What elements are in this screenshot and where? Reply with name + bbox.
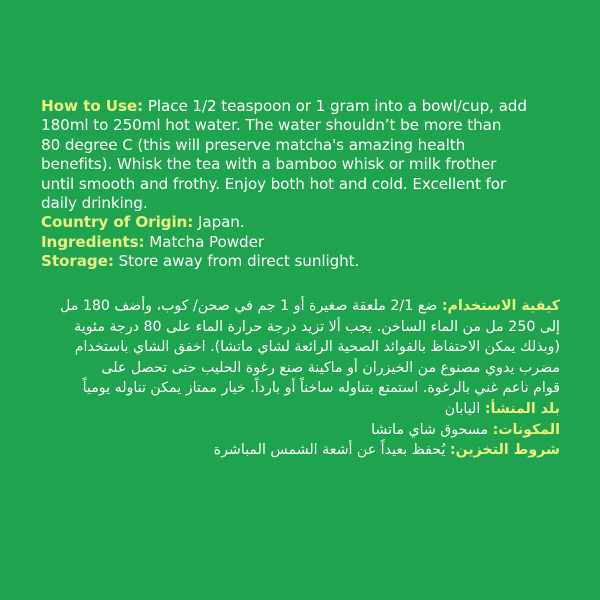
how-to-use-text-4: benefits). Whisk the tea with a bamboo whisk or milk frother [41,155,497,174]
country-of-origin-value: Japan. [193,213,245,232]
how-to-use-text-1: Place 1/2 teaspoon or 1 gram into a bowl/cup, add [143,97,527,115]
ar-ingredients-value: مسحوق شاي ماتشا [371,421,493,438]
ar-storage-label: شروط التخزين: [449,442,560,459]
how-to-use-section [41,97,581,213]
english-instructions [41,97,581,272]
country-of-origin-section [41,213,581,232]
ar-how-to-use-label: كيفية الاستخدام: [441,298,560,314]
how-to-use-line-1 [41,97,581,116]
storage-value: Store away from direct sunlight. [113,252,360,271]
ar-how-to-use-text-5: قوام ناعم غني بالرغوة. استمتع بتناوله ساخناً أو بارداً. خيار ممتاز يمكن تناوله يومياً [82,380,560,397]
how-to-use-text-6: daily drinking. [41,194,148,213]
country-of-origin-label: Country of Origin: [41,213,194,232]
ingredients-value: Matcha Powder [144,232,264,251]
how-to-use-text-2: 180ml to 250ml hot water. The water shouldn’t be more than [41,116,502,135]
ingredients-section [41,233,581,252]
storage-section [41,252,581,271]
ar-storage-value: يُحفظ بعيداً عن أشعة الشمس المباشرة [213,442,450,459]
ar-country-of-origin-section [25,399,560,420]
ar-how-to-use-line-1 [25,296,560,317]
storage-label: Storage: [41,252,114,271]
how-to-use-text-5: until smooth and frothy. Enjoy both hot and cold. Excellent for [41,174,507,193]
ar-how-to-use-text-3: (وبذلك يمكن الاحتفاظ بالفوائد الصحية الرائعة لشاي ماتشا). اخفق الشاي باستخدام [74,339,560,356]
ar-how-to-use-section [25,296,560,399]
how-to-use-text-3: 80 degree C (this will preserve matcha's amazing health [41,135,466,154]
ar-storage-section [25,440,560,461]
ingredients-label: Ingredients: [41,232,145,251]
ar-how-to-use-text-4: مضرب يدوي مصنوع من الخيزران أو ماكينة صنع رغوة الحليب حتى تحصل على [101,359,560,376]
ar-country-of-origin-label: بلد المنشأ: [484,400,560,417]
arabic-instructions [25,296,560,461]
ar-how-to-use-text-2: إلى 250 مل من الماء الساخن. يجب ألا تزيد درجة حرارة الماء على 80 درجة مئوية [74,318,560,335]
how-to-use-label: How to Use: [41,97,144,115]
ar-how-to-use-text-1: ضع 2/1 ملعقة صغيرة أو 1 جم في صحن/ كوب، وأضف 180 مل [60,298,442,314]
ar-country-of-origin-value: اليابان [444,400,485,417]
ar-ingredients-section [25,420,560,441]
ar-ingredients-label: المكونات: [492,421,560,438]
